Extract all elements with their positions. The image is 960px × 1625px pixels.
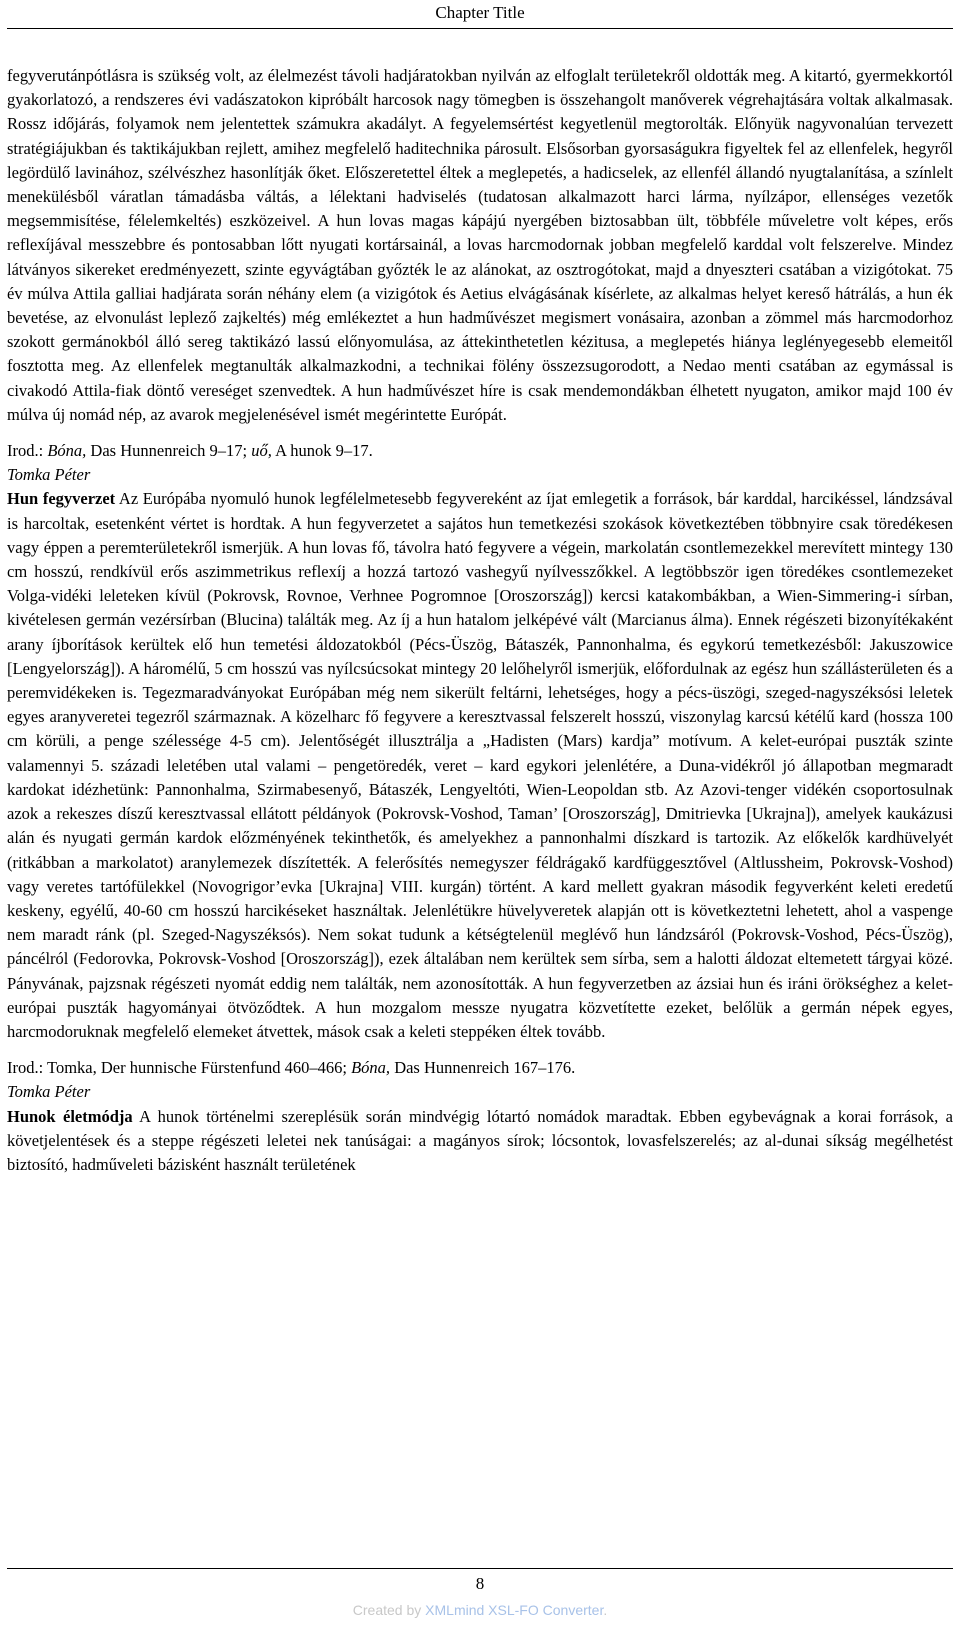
reference-title: Das Hunnenreich 167–176. — [390, 1058, 576, 1078]
entry-paragraph — [7, 1105, 953, 1178]
footer-rule — [7, 1568, 953, 1569]
literature-reference — [7, 1056, 953, 1080]
converter-credit — [0, 1600, 960, 1620]
entry-heading: Hun fegyverzet — [7, 489, 116, 509]
converter-link[interactable]: XMLmind XSL-FO Converter — [425, 1602, 604, 1618]
literature-reference — [7, 439, 953, 463]
credit-prefix: Created by — [352, 1602, 426, 1618]
running-header-title: Chapter Title — [435, 3, 525, 22]
reference-author: Bóna, — [47, 441, 87, 461]
entry-body: A hunok történelmi szereplésük során mindvégig lótartó nomádok maradtak. Ebben egybevágnak a korai források, a követjelentések és a steppe régészeti leletei nek tanúságai: a magányos sírok; lócsontok, lovasfelszerelés; az al-dunai síkság megélhetést biztosító, hadműveleti bázisként használt területének — [7, 1106, 953, 1174]
reference-author: uő, — [251, 441, 272, 461]
entry-heading: Hunok életmódja — [7, 1106, 133, 1126]
reference-title: Der hunnische Fürstenfund 460–466; — [96, 1058, 352, 1078]
credit-suffix: . — [603, 1602, 608, 1618]
body-paragraph: fegyverutánpótlásra is szükség volt, az élelmezést távoli hadjáratokban nyilván az elfoglalt területekről oldották meg. A kitartó, gyermekkortól gyakorlatozó, a rendszeres évi vadászatokon kipróbált harcosok nagy tömegben is összehangolt manőverek végrehajtására voltak alkalmasak. Rossz időjárás, folyamok nem jelentettek számukra akadályt. A fegyelemsértést kegyetlenül megtorolták. Előnyük nagyvonalúan tervezett stratégiájukban és taktikájukban rejlett, amihez megfelelő haditechnika párosult. Elsősorban gyorsaságukra figyeltek fel az ellenfelek, hegyről legördülő lavinához, szélvészhez hasonlítják őket. Előszeretettel éltek a meglepetés, a hadicselek, az ellenfél állandó nyugtalanítása, a színlelt menekülésből váratlan támadásba váltás, a lélektani hadviselés (tudatosan alkalmazott harci lárma, nyílzápor, ellenséges vezetők megsemmisítése, félelemkeltés) eszközeivel. A hun lovas magas kápájú nyergében biztosabban ült, többféle műveletre volt képes, erős reflexíjával messzebbre és pontosabban lőtt nyugati kortársainál, a lovas harcmodornak jobban megfelelő karddal volt felszerelve. Mindez látványos sikereket eredményezett, szinte egyvágtában győzték le az alánokat, az osztrogótokat, majd a dnyeszteri csatában a vizigótokat. 75 év múlva Attila galliai hadjárata során néhány elem (a vizigótok és Aetius elvágásának kísérlete, az alkalmas helyet kereső hátrálás, a hun ék bevetése, az elvonulást leplező zajkeltés) még emlékeztet a hun hadművészet megismert vonásaira, azonban a zömmel más harcmodorhoz szokott germánokból álló sereg taktikázó lassú előnyomulása, az áttekinthetetlen kézitusa, a meglepetés hiánya leglényegesebb elemeitől fosztotta meg. Az ellenfelek megtanulták alkalmazkodni, a technikai fölény összezsugorodott, a Nedao menti csatában az egymással is civakodó Attila-fiak döntő vereséget szenvedtek. A hun hadművészet híre is csak mendemondákban élhetett nyugaton, amikor majd 100 év múlva új nomád nép, az avarok megjelenésével ismét megérintette Európát. — [7, 66, 953, 424]
article-author: Tomka Péter — [7, 1082, 91, 1102]
reference-title: Das Hunnenreich 9–17; — [86, 441, 252, 461]
reference-title: A hunok 9–17. — [271, 441, 373, 461]
reference-label: Irod.: — [7, 441, 48, 461]
reference-author: Bóna, — [351, 1058, 391, 1078]
header-rule — [7, 28, 953, 29]
entry-paragraph — [7, 487, 953, 1044]
page-number: 8 — [475, 1574, 485, 1593]
entry-body: Az Európába nyomuló hunok legfélelmetesebb fegyvereként az íjat emlegetik a források, bár karddal, harcikéssel, lándzsával is harcoltak, esetenként vértet is hordtak. A hun fegyverzetet a sajátos hun temetkezési szokások következtében többnyire csak töredékesen vagy éppen a peremterületekről ismerjük. A hun lovas fő, távolra ható fegyvere a végein, markolatán csontlemezekkel merevített mintegy 130 cm hosszú, rendkívül erős aszimmetrikus reflexíj a hozzá tartozó vashegyű nyílvesszőkkel. A legtöbbször igen töredékes csontlemezeket Volga-vidéki leleteken kívül (Pokrovsk, Rovnoe, Verhnee Pogromnoe [Oroszország]) kercsi katakombákban, a Wien-Simmering-i sírban, kivételesen germán vezérsírban (Blucina) találták meg. Az íj a hun hatalom jelképévé vált (Marcianus álma). Ennek régészeti bizonyítékaként arany íjborítások kerültek elő hun temetési áldozatokból (Pécs-Üszög, Bátaszék, Pannonhalma, és egykorú temetkezésből: Jakuszowice [Lengyelország]). A háromélű, 5 cm hosszú vas nyílcsúcsokat mintegy 20 lelőhelyről ismerjük, előfordulnak az egész hun szállásterületen és a peremvidékeken is. Tegezmaradványokat Európában még nem sikerült feltárni, lehetséges, hogy a pécs-üszögi, szeged-nagyszéksósi leletek egyes aranyveretei tegezről származnak. A közelharc fő fegyvere a keresztvassal felszerelt hosszú, viszonylag karcsú kétélű kard (hossza 100 cm körüli, a penge szélessége 4-5 cm). Jelentőségét illusztrálja a „Hadisten (Mars) kardja” motívum. A kelet-európai puszták szinte valamennyi 5. századi leletében utal valami – pengetöredék, veret – kard egykori jelenlétére, a Duna-vidékről jó állapotban megmaradt kardokat idézhetünk: Pannonhalma, Szirmabesenyő, Bátaszék, Lengyeltóti, Wien-Leopoldan stb. Az Azovi-tenger vidékén csoportosulnak azok a rekeszes díszű keresztvassal ellátott példányok (Pokrovsk-Voshod, Taman’ [Oroszország], Dmitrievka [Ukrajna]), amelyek kaukázusi alán és nyugati germán kardok előzményének tekinthetők, és amelyekhez a pannonhalmi díszkard is tartozik. Az előkelők kardhüvelyét (ritkábban a markolatot) aranylemezek díszítették. A felerősítés nemegyszer féldrágakő kardfüggesztővel (Altlussheim, Pokrovsk-Voshod) vagy veretes tartófülekkel (Novogrigor’evka [Ukrajna] VIII. kurgán) történt. A kard mellett gyakran második fegyverként keleti eredetű keskeny, egyélű, 40-60 cm hosszú harcikéseket használtak. Jelenlétükre hüvelyveretek alapján ott is következtetni lehetett, ahol a vaspenge nem maradt ránk (pl. Szeged-Nagyszéksós). Nem sokat tudunk a kétségtelenül meglévő hun lándzsáról (Pokrovsk-Voshod, Pécs-Üszög), páncélról (Fedorovka, Pokrovsk-Voshod [Oroszország]), ezek általában nem kerültek sem sírba, sem a halotti áldozat eltemetett tárgyai közé. Pányvának, pajzsnak régészeti nyomát eddig nem találták, nem azonosították. A hun fegyverzetben az ázsiai hun és iráni örökséghez a kelet-európai puszták hagyományai ötvöződtek. A hun mozgalom messze nyugatra közvetítette ezeket, belőlük a germán népek egyes, harcmodoruknak megfelelő elemeket átvettek, mások csak a keleti steppéken éltek tovább. — [7, 489, 953, 1041]
page-content — [7, 64, 953, 1177]
article-author: Tomka Péter — [7, 465, 91, 485]
reference-label: Irod.: Tomka, — [7, 1058, 97, 1078]
